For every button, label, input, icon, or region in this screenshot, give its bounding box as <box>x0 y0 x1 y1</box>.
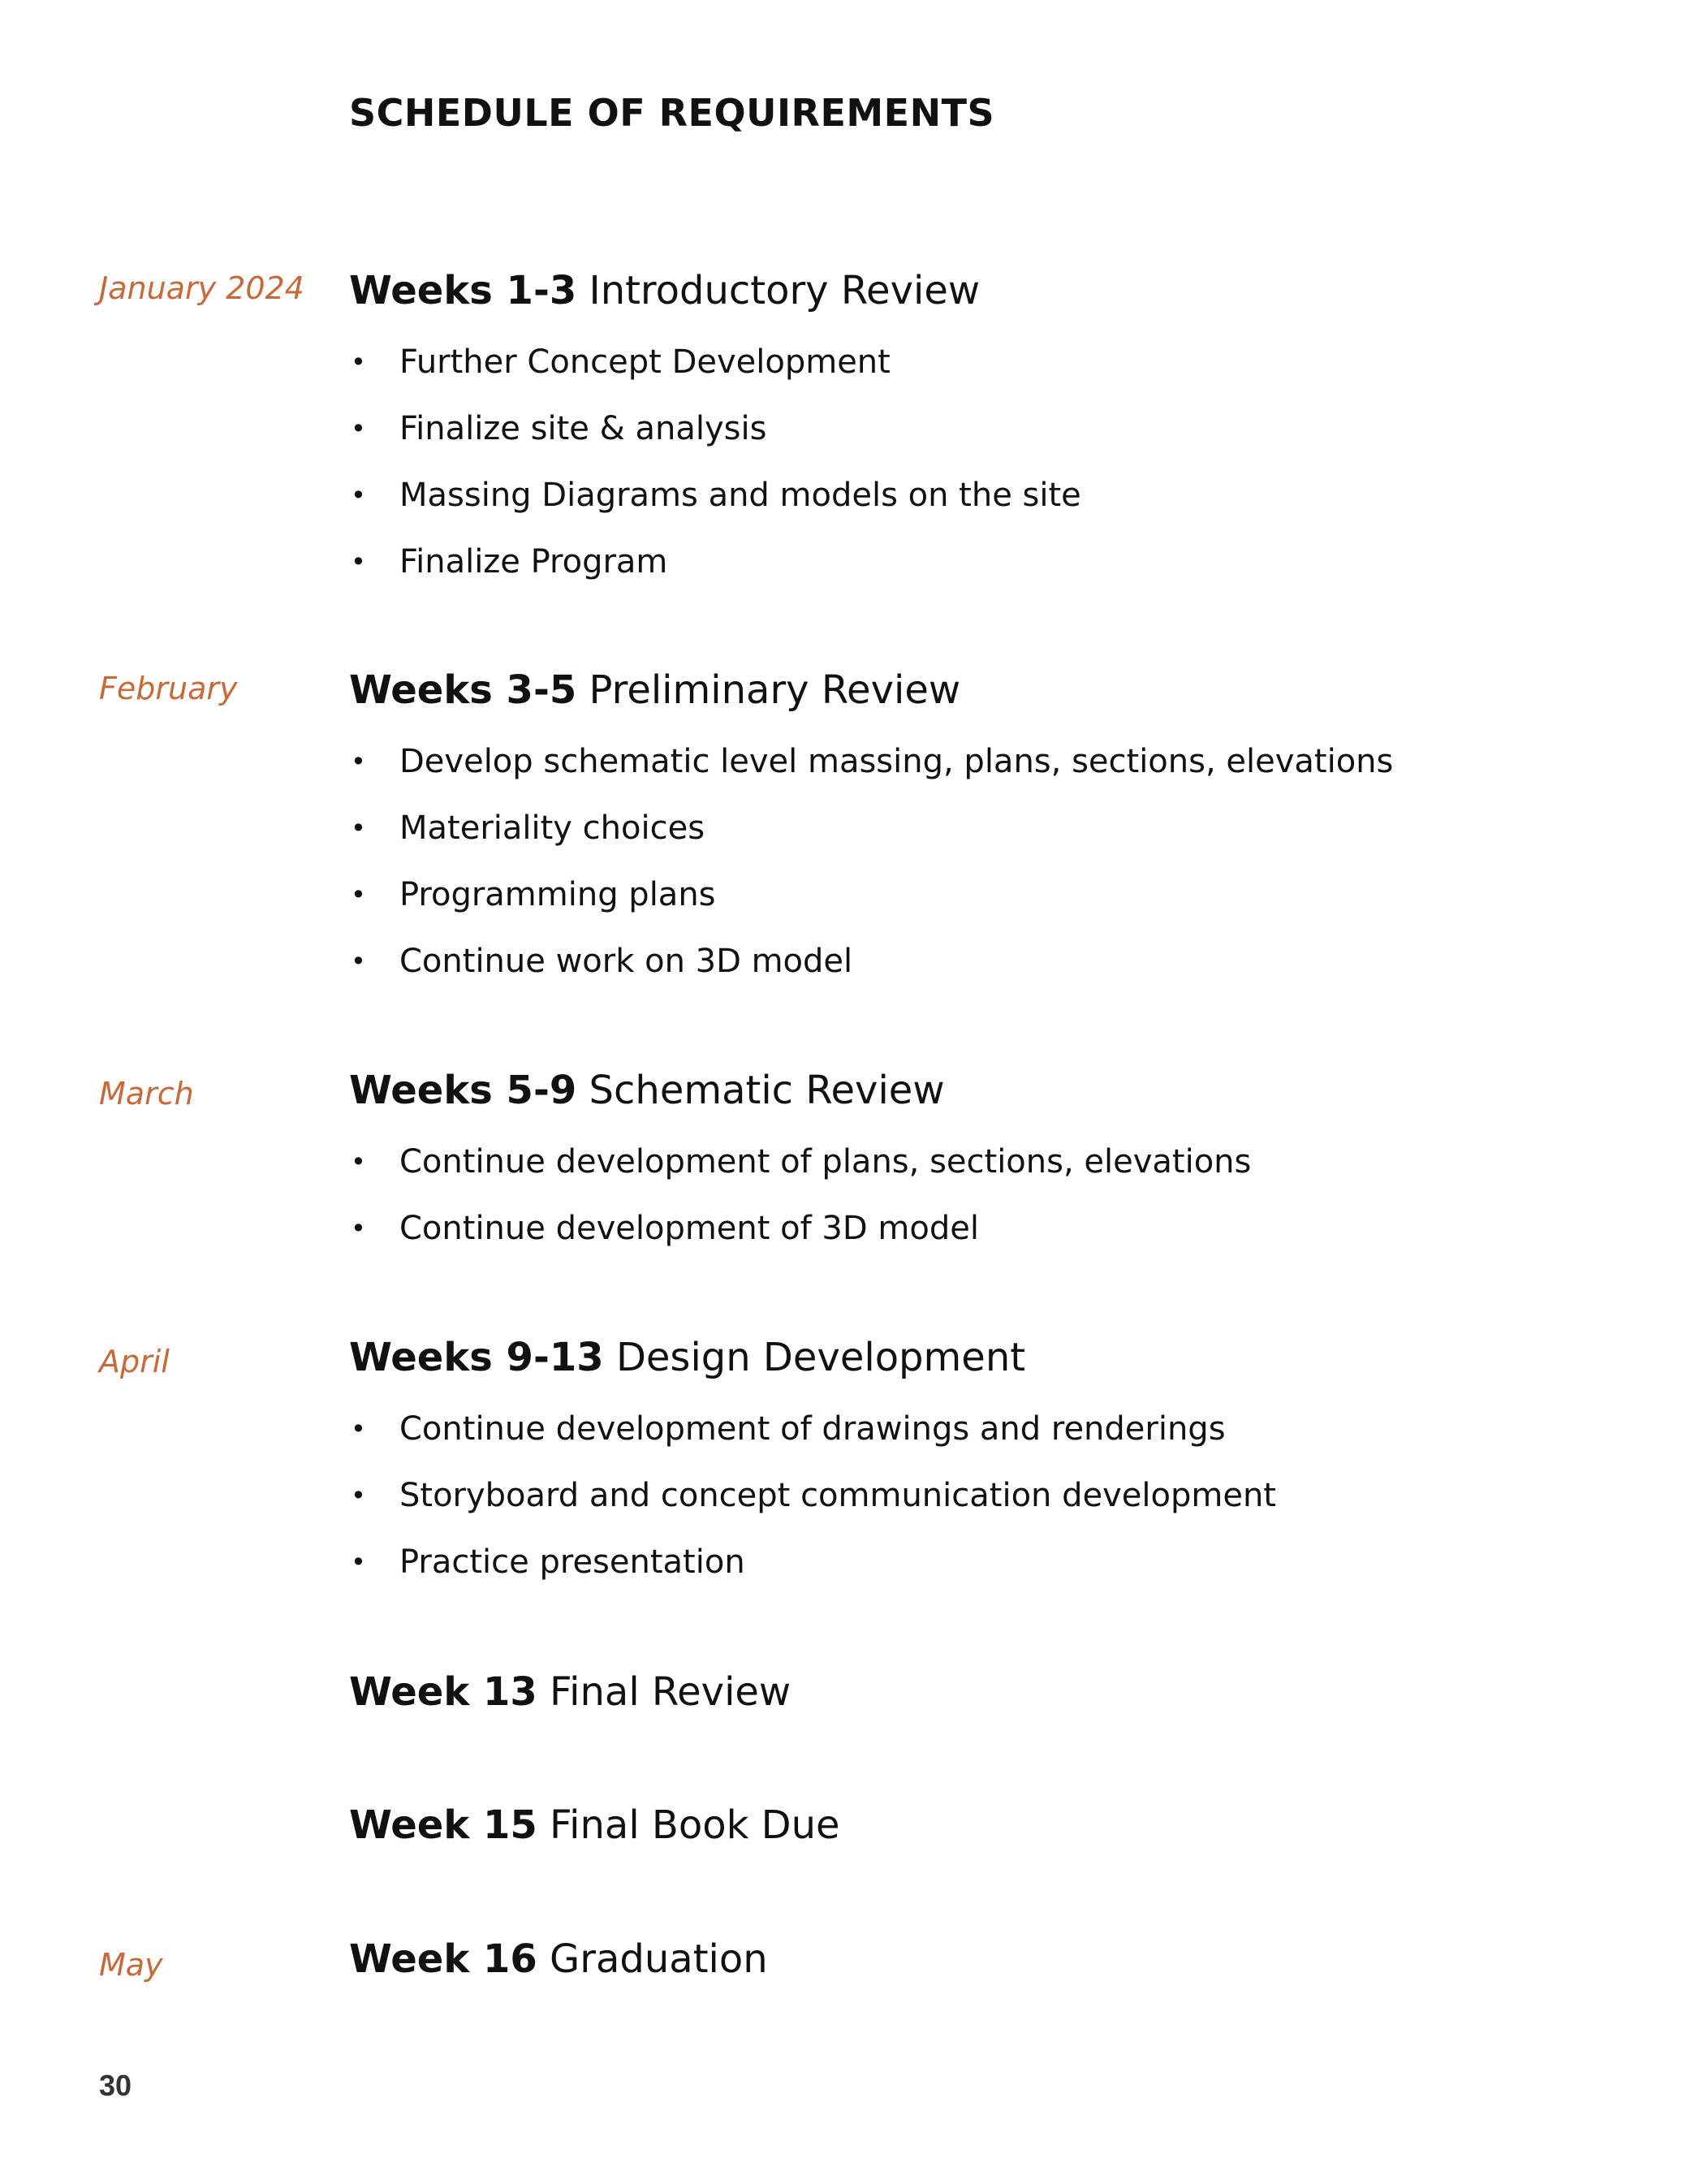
list-item <box>349 1462 1276 1529</box>
section-heading <box>349 1335 1025 1380</box>
bullet-list <box>349 1129 1251 1262</box>
list-item-text: Further Concept Development <box>399 343 891 381</box>
section-weeks: Week 15 <box>349 1802 537 1848</box>
list-item <box>349 329 1081 395</box>
list-item-text: Continue development of drawings and renderings <box>399 1410 1226 1448</box>
list-item <box>349 462 1081 529</box>
bullet-icon: • <box>351 813 366 844</box>
list-item <box>349 795 1393 861</box>
list-item-text: Continue development of plans, sections, elevations <box>399 1143 1252 1181</box>
bullet-icon: • <box>351 546 366 577</box>
bullet-icon: • <box>351 347 366 378</box>
section-name: Preliminary Review <box>589 667 961 713</box>
bullet-icon: • <box>351 879 366 910</box>
list-item-text: Continue work on 3D model <box>399 943 853 980</box>
bullet-list <box>349 1396 1276 1595</box>
list-item <box>349 928 1393 995</box>
section-heading <box>349 1802 840 1848</box>
section-heading <box>349 1936 768 1982</box>
section-heading <box>349 1068 945 1113</box>
list-item <box>349 728 1393 795</box>
list-item <box>349 1529 1276 1595</box>
section-name: Final Book Due <box>550 1802 840 1848</box>
section-heading <box>349 1669 791 1715</box>
list-item-text: Continue development of 3D model <box>399 1210 979 1247</box>
list-item-text: Develop schematic level massing, plans, sections, elevations <box>399 743 1394 780</box>
list-item-text: Programming plans <box>399 876 716 913</box>
month-label-february: February <box>99 671 238 706</box>
list-item-text: Storyboard and concept communication development <box>399 1477 1276 1514</box>
bullet-icon: • <box>351 1480 366 1511</box>
list-item <box>349 1396 1276 1462</box>
list-item <box>349 395 1081 462</box>
section-weeks: Weeks 9-13 <box>349 1335 604 1380</box>
section-name: Schematic Review <box>589 1068 945 1113</box>
section-heading <box>349 268 980 313</box>
bullet-icon: • <box>351 413 366 444</box>
month-label-march: March <box>99 1076 194 1112</box>
list-item <box>349 1195 1251 1262</box>
list-item-text: Finalize Program <box>399 543 668 581</box>
bullet-icon: • <box>351 1146 366 1177</box>
section-name: Graduation <box>550 1936 768 1982</box>
bullet-icon: • <box>351 1547 366 1578</box>
month-label-january: January 2024 <box>99 270 304 306</box>
section-weeks: Weeks 5-9 <box>349 1068 577 1113</box>
section-name: Introductory Review <box>589 268 981 313</box>
list-item-text: Finalize site & analysis <box>399 410 767 447</box>
month-label-april: April <box>99 1344 170 1379</box>
list-item <box>349 1129 1251 1195</box>
list-item-text: Massing Diagrams and models on the site <box>399 477 1081 514</box>
page-title: SCHEDULE OF REQUIREMENTS <box>349 91 995 135</box>
section-heading <box>349 667 960 713</box>
bullet-icon: • <box>351 480 366 511</box>
page-number: 30 <box>99 2069 132 2102</box>
section-weeks: Weeks 3-5 <box>349 667 577 713</box>
list-item-text: Practice presentation <box>399 1543 745 1581</box>
list-item <box>349 861 1393 928</box>
list-item <box>349 529 1081 595</box>
section-weeks: Week 13 <box>349 1669 537 1715</box>
section-name: Design Development <box>615 1335 1026 1380</box>
bullet-icon: • <box>351 946 366 977</box>
bullet-icon: • <box>351 1213 366 1244</box>
bullet-list <box>349 329 1081 595</box>
bullet-list <box>349 728 1393 995</box>
bullet-icon: • <box>351 746 366 777</box>
bullet-icon: • <box>351 1414 366 1444</box>
section-name: Final Review <box>550 1669 791 1715</box>
section-weeks: Week 16 <box>349 1936 537 1982</box>
month-label-may: May <box>99 1947 163 1983</box>
list-item-text: Materiality choices <box>399 809 705 847</box>
section-weeks: Weeks 1-3 <box>349 268 577 313</box>
